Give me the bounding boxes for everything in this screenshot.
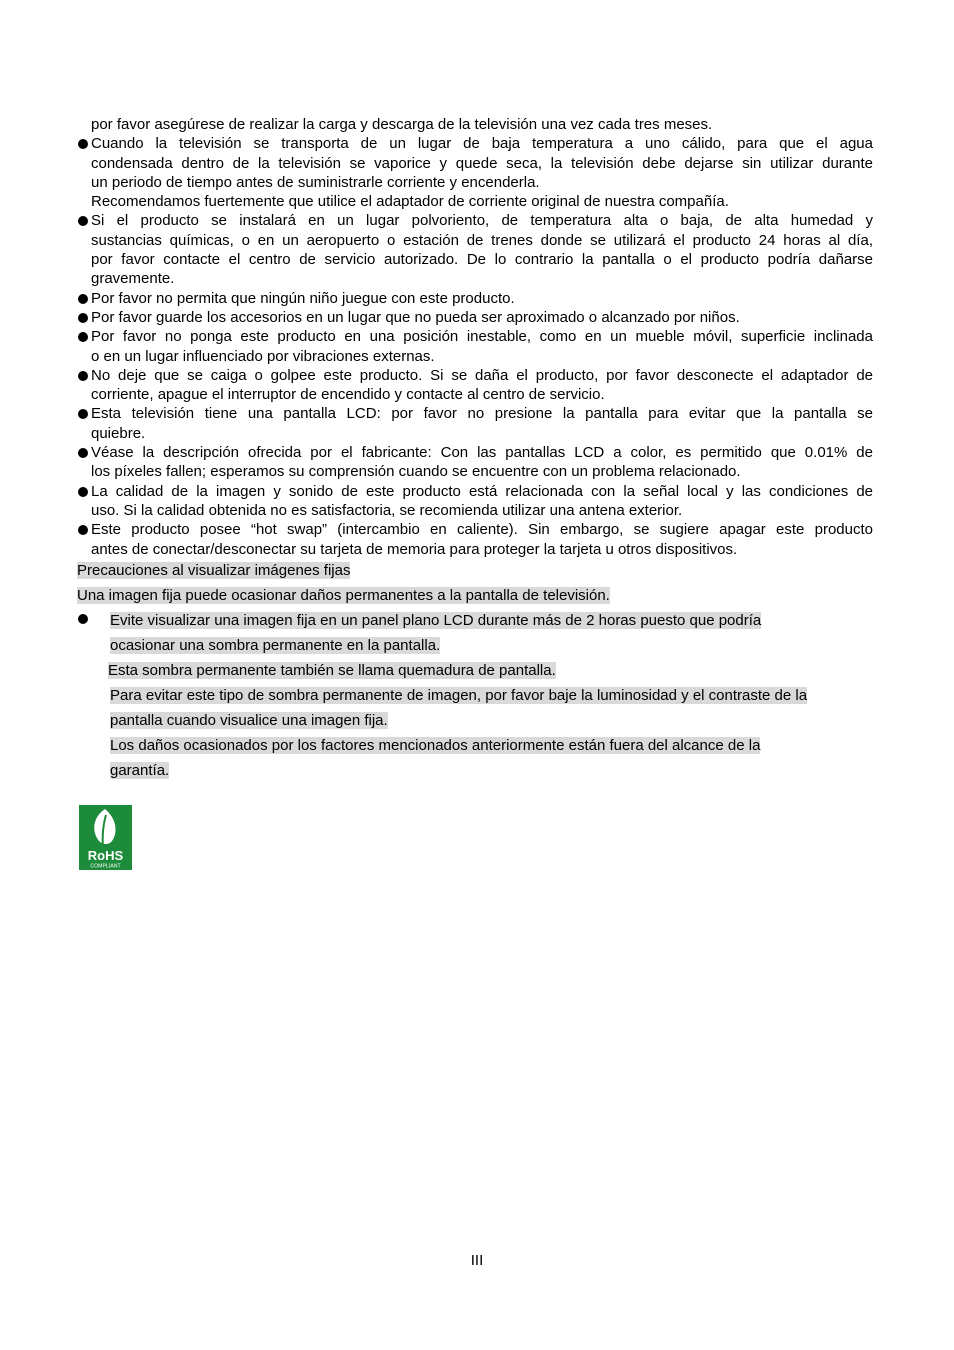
list-item-continuation: los píxeles fallen; esperamos su comprensión cuando se encuentre con un problema relacionado. (91, 463, 741, 481)
list-item-first-line: Por favor no ponga este producto en una posición inestable, como en un mueble móvil, superficie inclinada (77, 327, 873, 346)
list-item-first-line: Por favor no permita que ningún niño juegue con este producto. (77, 289, 873, 308)
section-intro (77, 586, 610, 605)
section-heading (77, 561, 350, 580)
list-item-first-line: Este producto posee “hot swap” (intercambio en caliente). Sin embargo, se sugiere apagar este producto (77, 520, 873, 539)
list-item-continuation: antes de conectar/desconectar su tarjeta de memoria para proteger la tarjeta u otros dispositivos. (91, 540, 738, 558)
rohs-logo-text: RoHS (87, 848, 124, 863)
list-item-continuation: o en un lugar influenciado por vibraciones externas. (91, 347, 435, 365)
list-item-continuation: gravemente. (91, 270, 175, 288)
rohs-logo-subtext: COMPLIANT (90, 863, 121, 870)
list-item-continuation: quiebre. (91, 424, 146, 442)
list-item-first-line: Si el producto se instalará en un lugar polvoriento, de temperatura alta o baja, de alta humedad y (77, 211, 873, 230)
section-intro-text: Una imagen fija puede ocasionar daños permanentes a la pantalla de televisión. (77, 587, 610, 604)
page-number: III (470, 1252, 484, 1269)
list-item-continuation: condensada dentro de la televisión se vaporice y quede seca, la televisión debe dejarse sin utilizar durante (91, 154, 873, 172)
list-item-first-line: La calidad de la imagen y sonido de este producto está relacionada con la señal local y las condiciones de (77, 482, 873, 501)
list-item-first-line: Véase la descripción ofrecida por el fabricante: Con las pantallas LCD a color, es permitido que 0.01% de (77, 443, 873, 462)
list-item-first-line: No deje que se caiga o golpee este producto. Si se daña el producto, por favor desconecte el adaptador de (77, 366, 873, 385)
list-item-continuation: uso. Si la calidad obtenida no es satisfactoria, se recomienda utilizar una antena exterior. (91, 501, 683, 519)
list-item-first-line: Cuando la televisión se transporta de un lugar de baja temperatura a uno cálido, para que el agua (77, 134, 873, 153)
list-item-continuation: por favor contacte el centro de servicio autorizado. De lo contrario la pantalla o el producto podría dañarse (91, 251, 873, 269)
still-image-bullet-line-2: ocasionar una sombra permanente en la pantalla. (110, 637, 441, 654)
still-image-bullet-line-1: Evite visualizar una imagen fija en un panel plano LCD durante más de 2 horas puesto que podría (110, 612, 762, 629)
precautions-list (77, 115, 873, 559)
note-brightness-line-2: pantalla cuando visualice una imagen fija. (110, 712, 388, 729)
list-item-first-line: Por favor guarde los accesorios en un lugar que no pueda ser aproximado o alcanzado por niños. (77, 308, 873, 327)
list-item-continuation: Recomendamos fuertemente que utilice el adaptador de corriente original de nuestra compañía. (91, 193, 729, 211)
list-item-first-line: Esta televisión tiene una pantalla LCD: por favor no presione la pantalla para evitar que la pantalla se (77, 404, 873, 423)
note-warranty-line-1: Los daños ocasionados por los factores mencionados anteriormente están fuera del alcance de la (110, 737, 761, 754)
rohs-compliant-logo (79, 805, 132, 870)
note-warranty-line-2: garantía. (110, 762, 170, 779)
list-item-continuation: por favor asegúrese de realizar la carga y descarga de la televisión una vez cada tres meses. (91, 116, 713, 133)
bullet-dot (78, 614, 88, 624)
section-heading-text: Precauciones al visualizar imágenes fijas (77, 562, 351, 579)
note-burn-in: Esta sombra permanente también se llama quemadura de pantalla. (108, 662, 556, 679)
list-item-continuation: sustancias químicas, o en un aeropuerto o estación de trenes donde se utilizará el producto 24 horas al día, (91, 231, 873, 249)
list-item-continuation: un periodo de tiempo antes de suministrarle corriente y encenderla. (91, 173, 540, 191)
list-item-continuation: corriente, apague el interruptor de encendido y contacte al centro de servicio. (91, 386, 605, 404)
note-brightness-line-1: Para evitar este tipo de sombra permanente de imagen, por favor baje la luminosidad y el contraste de la (110, 687, 808, 704)
